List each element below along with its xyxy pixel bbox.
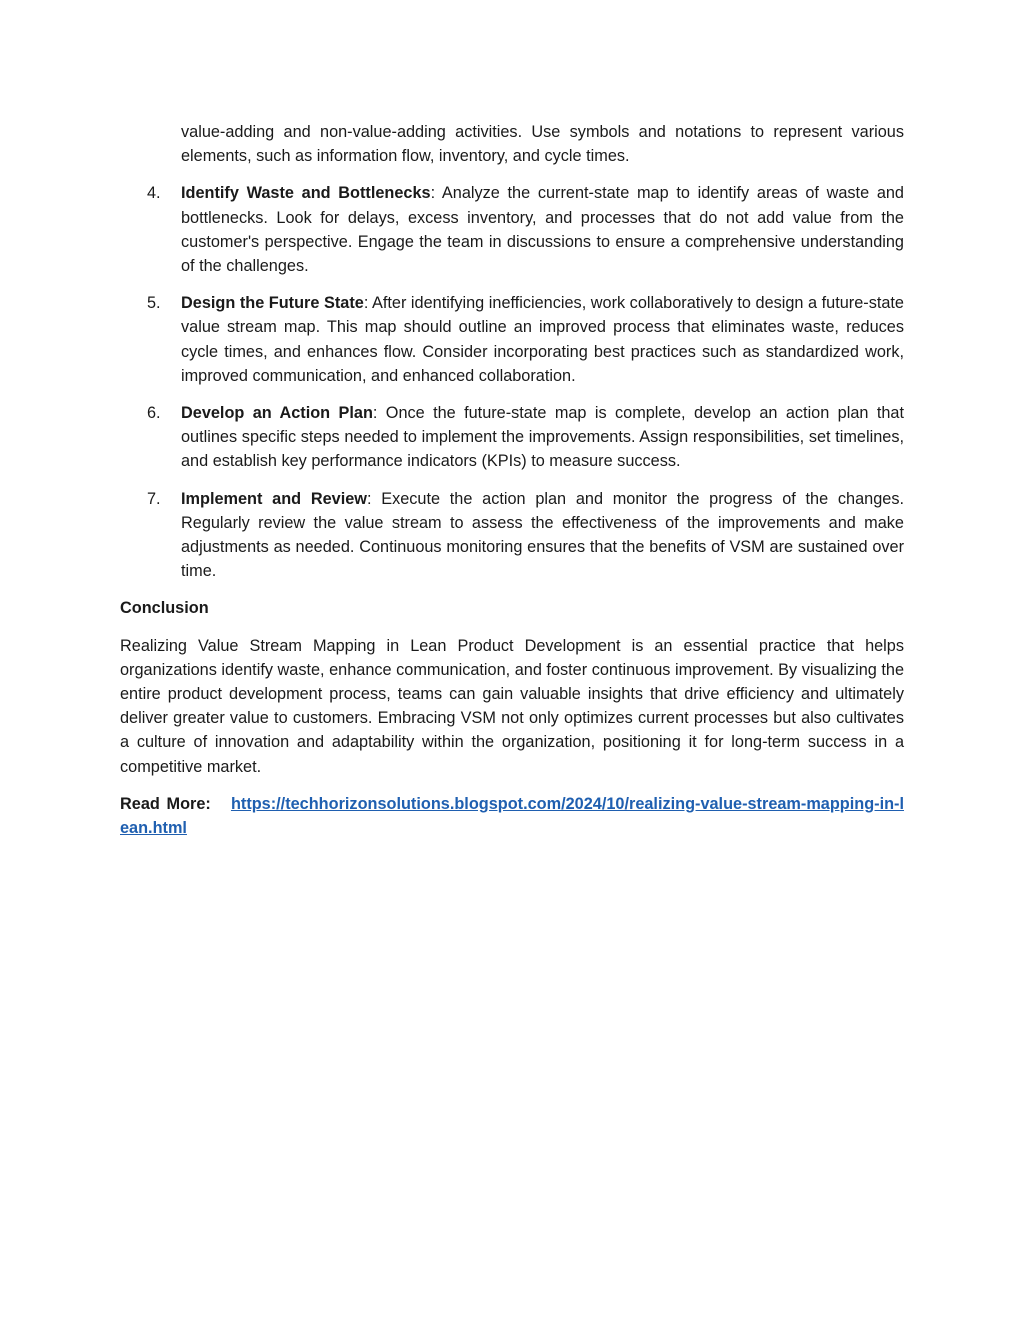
list-item-step-4 bbox=[120, 181, 904, 278]
step-description: : Execute the action plan and monitor the progress of the changes. Regularly review the value stream to assess the effectiveness of the improvements and make adjustments as needed. Continuous monitoring ensures that the benefits of VSM are sustained over time. bbox=[181, 489, 904, 581]
step-description: : Once the future-state map is complete, develop an action plan that outlines specific steps needed to implement the improvements. Assign responsibilities, set timelines, and establish key performance indicators (KPIs) to measure success. bbox=[181, 404, 904, 471]
step-title: Develop an Action Plan bbox=[181, 404, 373, 423]
read-more-label: Read More: bbox=[120, 794, 211, 813]
step-title: Design the Future State bbox=[181, 294, 364, 313]
conclusion-heading: Conclusion bbox=[120, 599, 209, 618]
list-number: 4. bbox=[147, 184, 161, 203]
read-more-line bbox=[120, 792, 904, 840]
list-item-text bbox=[181, 291, 904, 388]
list-number: 7. bbox=[147, 489, 161, 508]
step-description: : Analyze the current-state map to identify areas of waste and bottlenecks. Look for delays, excess inventory, and processes that do not add value from the customer's perspective. Engage the team in discussions to ensure a comprehensive understanding of the challenges. bbox=[181, 184, 904, 276]
document-content bbox=[120, 120, 904, 840]
step-title: Identify Waste and Bottlenecks bbox=[181, 184, 431, 203]
list-item-text bbox=[181, 181, 904, 278]
list-item-step-6 bbox=[120, 401, 904, 474]
conclusion-paragraph: Realizing Value Stream Mapping in Lean Product Development is an essential practice that helps organizations identify waste, enhance communication, and foster continuous improvement. By visualizing the entire product development process, teams can gain valuable insights that drive efficiency and ultimately deliver greater value to customers. Embracing VSM not only optimizes current processes but also cultivates a culture of innovation and adaptability within the organization, positioning it for long-term success in a competitive market. bbox=[120, 636, 904, 776]
list-number: 5. bbox=[147, 294, 161, 313]
list-item-step-5 bbox=[120, 291, 904, 388]
continued-list-text: value-adding and non-value-adding activities. Use symbols and notations to represent various elements, such as information flow, inventory, and cycle times. bbox=[181, 123, 904, 166]
read-more-link[interactable]: https://techhorizonsolutions.blogspot.com/2024/10/realizing-value-stream-mapping-in-lean.html bbox=[120, 794, 904, 838]
list-number: 6. bbox=[147, 404, 161, 423]
step-title: Implement and Review bbox=[181, 489, 367, 508]
list-item-text bbox=[181, 401, 904, 474]
list-item-text bbox=[181, 487, 904, 584]
step-description: : After identifying inefficiencies, work collaboratively to design a future-state value stream map. This map should outline an improved process that eliminates waste, reduces cycle times, and enhances flow. Consider incorporating best practices such as standardized work, improved communication, and enhanced collaboration. bbox=[181, 294, 904, 385]
list-item-step-7 bbox=[120, 487, 904, 584]
